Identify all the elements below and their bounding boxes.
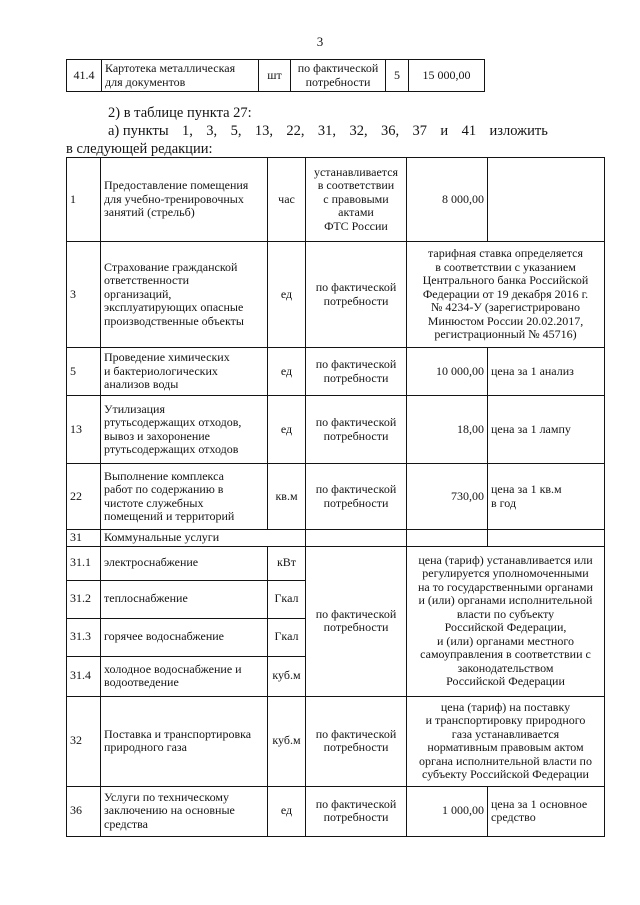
row-number: 31.4: [67, 656, 101, 696]
row-price: 730,00: [407, 464, 488, 530]
row-number: 13: [67, 396, 101, 464]
intro-word: изложить: [489, 123, 548, 139]
empty-cell: [407, 530, 488, 547]
row-number: 31.2: [67, 580, 101, 618]
intro-word: и: [440, 123, 449, 139]
row-note: цена за 1 основное средство: [488, 786, 605, 836]
table-row: [67, 786, 605, 836]
table-row: [67, 396, 605, 464]
intro-word: 36,: [380, 123, 400, 139]
row-unit: кВт: [268, 546, 306, 580]
row-unit: Гкал: [268, 618, 306, 656]
intro-word: 1,: [182, 123, 193, 139]
row-quantity: по фактической потребности: [306, 396, 407, 464]
row-name: Поставка и транспортировка природного газа: [101, 696, 268, 786]
row-number: 31.1: [67, 546, 101, 580]
row-name: Проведение химических и бактериологических анализов воды: [101, 348, 268, 396]
table-row: [67, 546, 605, 580]
previous-table-fragment: [66, 59, 485, 92]
row-note: [488, 158, 605, 242]
table-row: [67, 464, 605, 530]
row-name: холодное водоснабжение и водоотведение: [101, 656, 268, 696]
intro-word: 31,: [317, 123, 337, 139]
row-quantity: по фактической потребности: [306, 786, 407, 836]
row-name: Страхование гражданской ответственности организаций, эксплуатирующих опасные производственные объекты: [101, 242, 268, 348]
table-row: [67, 348, 605, 396]
row-number: 32: [67, 696, 101, 786]
table-row: [67, 158, 605, 242]
row-unit: Гкал: [268, 580, 306, 618]
intro-line-2: [108, 122, 548, 141]
row-price: 10 000,00: [407, 348, 488, 396]
intro-word: 22,: [286, 123, 305, 139]
row-unit: кв.м: [268, 464, 306, 530]
row-merged-note: цена (тариф) на поставку и транспортировку природного газа устанавливается нормативным правовым актом органа исполнительной власти по субъекту Российской Федерации: [407, 696, 605, 786]
page-number: 3: [316, 34, 324, 49]
row-count: 5: [386, 60, 409, 92]
intro-word: 41: [461, 123, 477, 139]
row-quantity: по фактической потребности: [306, 242, 407, 348]
row-number: 36: [67, 786, 101, 836]
group-quantity: по фактической потребности: [306, 546, 407, 696]
row-number: 5: [67, 348, 101, 396]
row-note: цена за 1 кв.м в год: [488, 464, 605, 530]
intro-word: 3,: [206, 123, 218, 139]
row-unit: шт: [259, 60, 291, 92]
group-merged-note: цена (тариф) устанавливается или регулируется уполномоченными на то государственными органами и (или) органами исполнительной власти по субъекту Российской Федерации, и (или) органами местного самоуправления в соответствии с законодательством Российской Федерации: [407, 546, 605, 696]
row-number: 31.3: [67, 618, 101, 656]
row-name: горячее водоснабжение: [101, 618, 268, 656]
row-number: 3: [67, 242, 101, 348]
row-unit: ед: [268, 242, 306, 348]
intro-word: 5,: [230, 123, 242, 139]
row-name: Предоставление помещения для учебно-тренировочных занятий (стрельб): [101, 158, 268, 242]
row-quantity: по фактической потребности: [306, 464, 407, 530]
row-unit: ед: [268, 786, 306, 836]
empty-cell: [306, 530, 407, 547]
row-price: 8 000,00: [407, 158, 488, 242]
row-price: 18,00: [407, 396, 488, 464]
row-unit: куб.м: [268, 696, 306, 786]
services-table: [66, 157, 605, 837]
row-unit: куб.м: [268, 656, 306, 696]
row-quantity: по фактической потребности: [291, 60, 386, 92]
row-price: 15 000,00: [409, 60, 485, 92]
intro-word: 37: [412, 123, 427, 139]
row-quantity: по фактической потребности: [306, 348, 407, 396]
row-number: 22: [67, 464, 101, 530]
row-quantity: устанавливается в соответствии с правовыми актами ФТС России: [306, 158, 407, 242]
table-row: [67, 60, 485, 92]
row-name: Выполнение комплекса работ по содержанию в чистоте служебных помещений и территорий: [101, 464, 268, 530]
row-name: Услуги по техническому заключению на основные средства: [101, 786, 268, 836]
row-name: электроснабжение: [101, 546, 268, 580]
table-row: [67, 530, 605, 547]
row-number: 41.4: [67, 60, 102, 92]
row-merged-note: тарифная ставка определяется в соответствии с указанием Центрального банка Российской Федерации от 19 декабря 2016 г. № 4234-У (зарегистрировано Минюстом России 20.02.2017, регистрационный № 45716): [407, 242, 605, 348]
intro-line-1: 2) в таблице пункта 27:: [108, 105, 252, 121]
row-note: цена за 1 лампу: [488, 396, 605, 464]
table-row: [67, 696, 605, 786]
row-name: Картотека металлическая для документов: [102, 60, 259, 92]
row-name: теплоснабжение: [101, 580, 268, 618]
row-note: цена за 1 анализ: [488, 348, 605, 396]
intro-line-3: в следующей редакции:: [66, 141, 213, 157]
row-unit: ед: [268, 396, 306, 464]
intro-word: 32,: [349, 123, 368, 139]
intro-word: а) пункты: [108, 123, 169, 139]
row-price: 1 000,00: [407, 786, 488, 836]
empty-cell: [488, 530, 605, 547]
intro-word: 13,: [254, 123, 273, 139]
row-unit: час: [268, 158, 306, 242]
group-title: Коммунальные услуги: [101, 530, 306, 547]
row-number: 31: [67, 530, 101, 547]
row-unit: ед: [268, 348, 306, 396]
row-number: 1: [67, 158, 101, 242]
row-name: Утилизация ртутьсодержащих отходов, вывоз и захоронение ртутьсодержащих отходов: [101, 396, 268, 464]
table-row: [67, 242, 605, 348]
row-quantity: по фактической потребности: [306, 696, 407, 786]
